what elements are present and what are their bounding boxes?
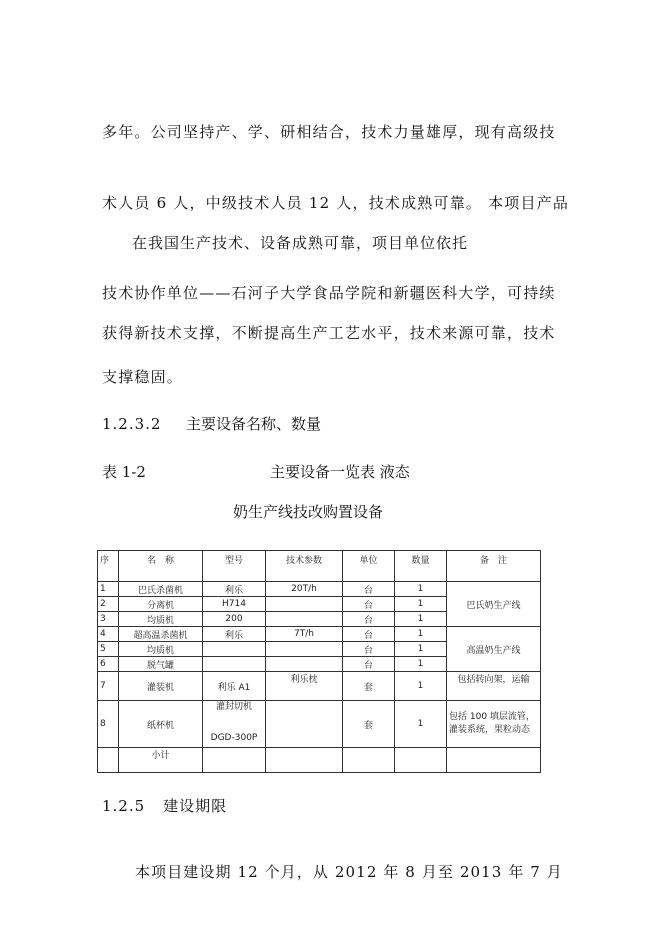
cell-qty xyxy=(395,748,447,773)
cell-name: 巴氏杀菌机 xyxy=(119,582,203,597)
cell-model: 200 xyxy=(203,612,266,627)
cell-qty: 1 xyxy=(395,657,447,672)
cell-param xyxy=(266,657,343,672)
section-title: 建设期限 xyxy=(163,797,228,815)
cell-model xyxy=(203,748,266,773)
cell-unit: 套 xyxy=(343,701,395,748)
cell-name-subtotal: 小计 xyxy=(119,748,203,773)
cell-note-pasteurized-line: 巴氏奶生产线 xyxy=(447,582,541,627)
cell-unit: 台 xyxy=(343,612,395,627)
cell-no: 2 xyxy=(98,597,119,612)
cell-param: 利乐枕 xyxy=(266,672,343,701)
cell-model: 利乐 A1 xyxy=(203,672,266,701)
cell-name: 均质机 xyxy=(119,612,203,627)
header-no: 序 xyxy=(98,551,119,582)
cell-no: 6 xyxy=(98,657,119,672)
table-subtitle: 奶生产线技改购置设备 xyxy=(233,503,384,521)
paragraph-1: 多年。公司坚持产、学、研相结合，技术力量雄厚，现有高级技 xyxy=(102,123,556,141)
paragraph-3: 在我国生产技术、设备成熟可靠，项目单位依托 xyxy=(132,234,469,252)
paragraph-schedule: 本项目建设期 12 个月，从 2012 年 8 月至 2013 年 7 月 xyxy=(135,863,563,881)
cell-model xyxy=(203,657,266,672)
section-number: 1.2.5 xyxy=(102,797,146,815)
cell-name: 分离机 xyxy=(119,597,203,612)
cell-unit: 套 xyxy=(343,672,395,701)
cell-model: H714 xyxy=(203,597,266,612)
cell-model-line: DGD-300P xyxy=(210,733,258,743)
cell-unit: 台 xyxy=(343,582,395,597)
cell-no: 8 xyxy=(98,701,119,748)
section-heading-schedule xyxy=(102,795,227,816)
header-param: 技术参数 xyxy=(266,551,343,582)
table-number: 表 1-2 xyxy=(102,463,146,481)
cell-no: 4 xyxy=(98,627,119,642)
cell-unit: 台 xyxy=(343,597,395,612)
cell-param: 7T/h xyxy=(266,627,343,642)
cell-param xyxy=(266,748,343,773)
table-caption xyxy=(102,461,410,482)
header-qty: 数量 xyxy=(395,551,447,582)
cell-param xyxy=(266,701,343,748)
cell-note xyxy=(447,748,541,773)
cell-param xyxy=(266,642,343,657)
equipment-table xyxy=(97,550,541,773)
table-row xyxy=(98,627,541,642)
header-model: 型号 xyxy=(203,551,266,582)
paragraph-6: 支撑稳固。 xyxy=(102,368,184,386)
cell-unit: 台 xyxy=(343,642,395,657)
cell-param xyxy=(266,597,343,612)
cell-no: 3 xyxy=(98,612,119,627)
cell-no: 5 xyxy=(98,642,119,657)
cell-no: 1 xyxy=(98,582,119,597)
cell-model xyxy=(203,642,266,657)
cell-param: 20T/h xyxy=(266,582,343,597)
header-note: 备 注 xyxy=(447,551,541,582)
cell-qty: 1 xyxy=(395,672,447,701)
header-name: 名 称 xyxy=(119,551,203,582)
cell-name: 纸杯机 xyxy=(119,701,203,748)
cell-name: 均质机 xyxy=(119,642,203,657)
cell-model xyxy=(203,701,266,748)
cell-unit: 台 xyxy=(343,627,395,642)
paragraph-2: 术人员 6 人，中级技术人员 12 人，技术成熟可靠。 本项目产品 xyxy=(102,194,570,212)
cell-note-uht-line: 高温奶生产线 xyxy=(447,627,541,672)
cell-name: 脱气罐 xyxy=(119,657,203,672)
cell-name: 灌装机 xyxy=(119,672,203,701)
section-number: 1.2.3.2 xyxy=(102,415,162,433)
table-row xyxy=(98,582,541,597)
cell-model: 利乐 xyxy=(203,627,266,642)
table-title: 主要设备一览表 液态 xyxy=(270,463,410,481)
section-heading-equipment xyxy=(102,413,321,434)
cell-qty: 1 xyxy=(395,597,447,612)
cell-note: 包括转向架，运输 xyxy=(447,672,541,701)
cell-unit xyxy=(343,748,395,773)
table-row xyxy=(98,701,541,748)
cell-qty: 1 xyxy=(395,627,447,642)
cell-unit: 台 xyxy=(343,657,395,672)
table-header-row xyxy=(98,551,541,582)
table-row xyxy=(98,748,541,773)
paragraph-5: 获得新技术支撑，不断提高生产工艺水平，技术来源可靠，技术 xyxy=(102,324,556,342)
cell-name: 超高温杀菌机 xyxy=(119,627,203,642)
cell-note: 包括 100 填层流管，灌装系统，果粒动态 xyxy=(447,701,541,748)
header-unit: 单位 xyxy=(343,551,395,582)
cell-no: 7 xyxy=(98,672,119,701)
cell-qty: 1 xyxy=(395,612,447,627)
cell-qty: 1 xyxy=(395,582,447,597)
cell-no xyxy=(98,748,119,773)
cell-qty: 1 xyxy=(395,701,447,748)
cell-qty: 1 xyxy=(395,642,447,657)
paragraph-4: 技术协作单位——石河子大学食品学院和新疆医科大学，可持续 xyxy=(102,284,556,302)
cell-model: 利乐 xyxy=(203,582,266,597)
cell-model-line: 灌封切机 xyxy=(215,702,252,712)
section-title: 主要设备名称、数量 xyxy=(186,415,322,433)
table-row xyxy=(98,672,541,701)
cell-param xyxy=(266,612,343,627)
